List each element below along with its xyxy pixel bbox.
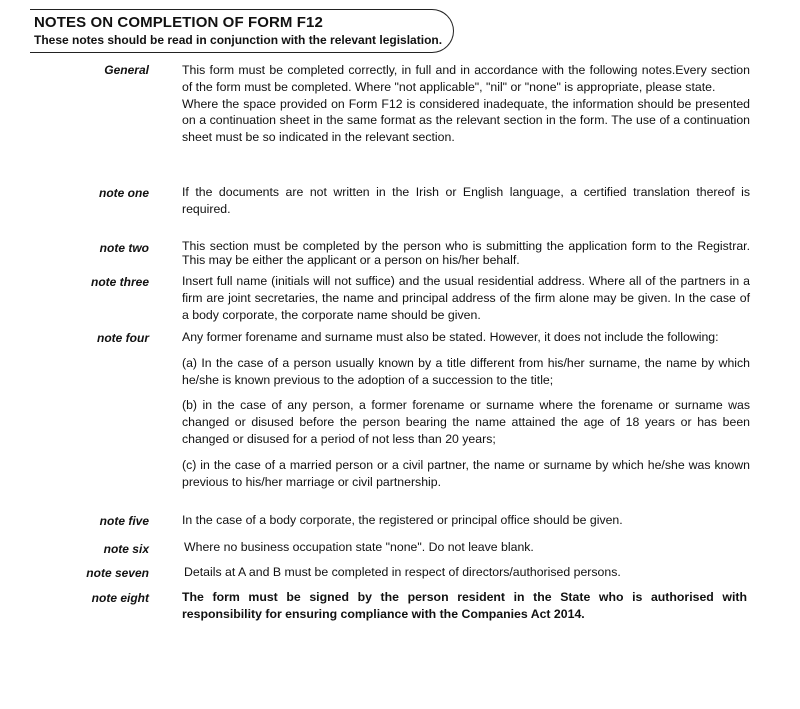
note-text-five <box>182 512 750 529</box>
note-label-three: note three <box>90 275 149 289</box>
note-paragraph: (c) in the case of a married person or a civil partner, the name or surname by which he/she was known previous to his/her marriage or civil partnership. <box>182 457 750 489</box>
note-label-five: note five <box>99 514 149 528</box>
note-label-general: General <box>104 63 149 77</box>
note-paragraph: The form must be signed by the person resident in the State who is authorised with responsibility for ensuring compliance with the Companies Act 2014. <box>182 590 747 621</box>
note-text-eight <box>182 589 747 623</box>
note-paragraph: Insert full name (initials will not suffice) and the usual residential address. Where all of the partners in a firm are joint secretaries, the name and principal address of the firm alone may be given. In the case of a body corporate, the corporate name should be given. <box>182 274 750 322</box>
note-label-six: note six <box>103 542 149 556</box>
note-text-three <box>182 273 750 323</box>
form-header <box>30 9 454 53</box>
note-text-general <box>182 62 750 146</box>
page-title: NOTES ON COMPLETION OF FORM F12 <box>34 14 323 31</box>
note-label-eight: note eight <box>91 591 149 605</box>
page-subtitle: These notes should be read in conjunction with the relevant legislation. <box>34 33 443 47</box>
note-text-six <box>184 539 752 556</box>
note-paragraph: Any former forename and surname must also be stated. However, it does not include the following: <box>182 330 719 344</box>
note-label-one: note one <box>99 186 149 200</box>
note-label-four: note four <box>97 331 149 345</box>
note-paragraph: Where no business occupation state "none". Do not leave blank. <box>184 540 534 554</box>
note-label-seven: note seven <box>86 566 149 580</box>
note-paragraph: This form must be completed correctly, in full and in accordance with the following notes.Every section of the form must be completed. Where "not applicable", "nil" or "none" is appropriate, please state. <box>182 63 750 94</box>
note-label-two: note two <box>99 241 149 255</box>
note-paragraph: Details at A and B must be completed in respect of directors/authorised persons. <box>184 565 621 579</box>
note-text-four <box>182 329 750 490</box>
note-paragraph: (b) in the case of any person, a former forename or surname where the forename or surname was changed or disused before the person bearing the name attained the age of 18 years or has been changed or disused for a period of not less than 20 years; <box>182 398 750 446</box>
note-text-two <box>182 239 750 267</box>
note-text-one <box>182 184 750 218</box>
note-paragraph: In the case of a body corporate, the registered or principal office should be given. <box>182 513 623 527</box>
note-paragraph: (a) In the case of a person usually known by a title different from his/her surname, the name by which he/she is known previous to the adoption of a succession to the title; <box>182 355 750 387</box>
note-paragraph: Where the space provided on Form F12 is considered inadequate, the information should be presented on a continuation sheet in the same format as the relevant section in the form. The use of a continuation sheet must be so indicated in the relevant section. <box>182 96 750 145</box>
note-text-seven <box>184 564 752 581</box>
note-paragraph: This section must be completed by the person who is submitting the application form to the Registrar. This may be either the applicant or a person on his/her behalf. <box>182 239 750 267</box>
note-paragraph: If the documents are not written in the Irish or English language, a certified translation thereof is required. <box>182 185 750 216</box>
